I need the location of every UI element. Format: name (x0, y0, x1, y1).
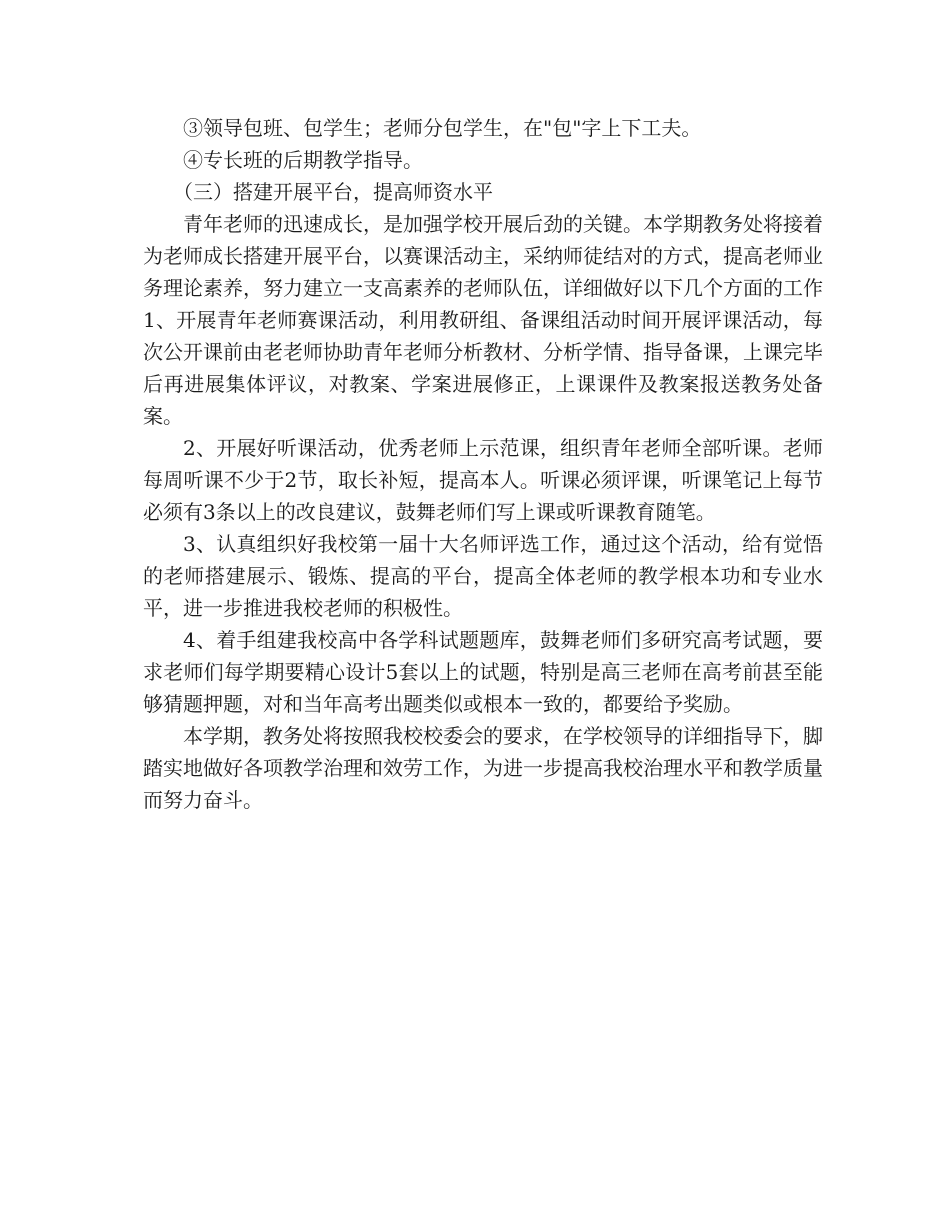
paragraph-semester-conclusion: 本学期，教务处将按照我校校委会的要求，在学校领导的详细指导下，脚踏实地做好各项教学治理和效劳工作，为进一步提高我校治理水平和教学质量而努力奋斗。 (143, 724, 823, 812)
paragraph-lesson-observation: 2、开展好听课活动，优秀老师上示范课，组织青年老师全部听课。老师每周听课不少于2节，取长补短，提高本人。听课必须评课，听课笔记上每节必须有3条以上的改良建议，鼓舞老师们写上课或听课教育随笔。 (143, 436, 823, 524)
section-heading-teacher-development: （三）搭建开展平台，提高师资水平 (173, 180, 493, 204)
paragraph-famous-teacher-selection: 3、认真组织好我校第一届十大名师评选工作，通过这个活动，给有觉悟的老师搭建展示、锻炼、提高的平台，提高全体老师的教学根本功和专业水平，进一步推进我校老师的积极性。 (143, 532, 823, 620)
document-body (143, 112, 863, 816)
paragraph-young-teacher-growth: 青年老师的迅速成长，是加强学校开展后劲的关键。本学期教务处将接着为老师成长搭建开展平台，以赛课活动主，采纳师徒结对的方式，提高老师业务理论素养，努力建立一支高素养的老师队伍，详细做好以下几个方面的工作 1、开展青年老师赛课活动，利用教研组、备课组活动时间开展评课活动，每次公开课前由老老师协助青年老师分析教材、分析学情、指导备课，上课完毕后再进展集体评议，对教案、学案进展修正，上课课件及教案报送教务处备案。 (143, 212, 863, 428)
paragraph-question-bank: 4、着手组建我校高中各学科试题题库，鼓舞老师们多研究高考试题，要求老师们每学期要精心设计5套以上的试题，特别是高三老师在高考前甚至能够猜题押题，对和当年高考出题类似或根本一致的，都要给予奖励。 (143, 628, 823, 716)
paragraph-specialty-class-guidance: ④专长班的后期教学指导。 (183, 148, 423, 172)
paragraph-leadership-responsibility: ③领导包班、包学生；老师分包学生，在"包"字上下工夫。 (183, 116, 702, 140)
